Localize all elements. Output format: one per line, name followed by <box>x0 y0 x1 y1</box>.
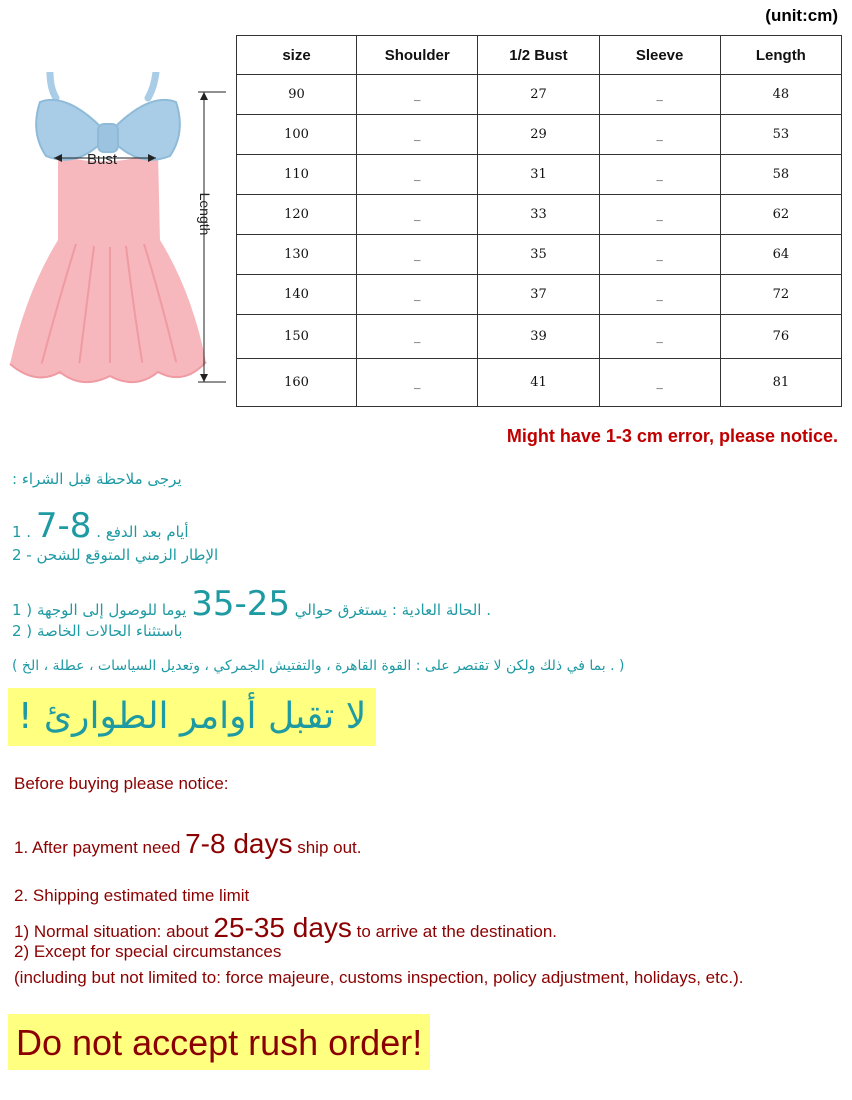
cell-half-bust: 31 <box>478 155 599 195</box>
table-row <box>237 275 842 315</box>
bust-label: Bust <box>86 151 118 168</box>
arabic-line-3-prefix: 1 ) الحالة العادية : يستغرق حوالي <box>12 601 482 619</box>
cell-sleeve: _ <box>599 315 720 359</box>
cell-size: 100 <box>237 115 357 155</box>
english-heading: Before buying please notice: <box>14 774 229 793</box>
cell-length: 48 <box>720 75 841 115</box>
header-shoulder: Shoulder <box>357 36 478 75</box>
cell-shoulder: _ <box>357 195 478 235</box>
cell-sleeve: _ <box>599 195 720 235</box>
cell-shoulder: _ <box>357 359 478 407</box>
table-header-row <box>237 36 842 75</box>
cell-size: 150 <box>237 315 357 359</box>
length-label: Length <box>197 192 213 236</box>
cell-shoulder: _ <box>357 155 478 195</box>
arabic-line-4: 2 ) باستثناء الحالات الخاصة <box>12 622 183 640</box>
cell-half-bust: 41 <box>478 359 599 407</box>
arabic-line-1-prefix: 1 . <box>12 523 32 541</box>
header-sleeve: Sleeve <box>599 36 720 75</box>
arabic-line-3 <box>12 584 491 624</box>
table-row <box>237 155 842 195</box>
cell-length: 58 <box>720 155 841 195</box>
table-row <box>237 315 842 359</box>
arabic-line-3-suffix: يوما للوصول إلى الوجهة . <box>36 601 491 619</box>
header-size: size <box>237 36 357 75</box>
arabic-line-5: ( بما في ذلك ولكن لا تقتصر على : القوة القاهرة ، والتفتيش الجمركي ، وتعديل السياسات ، عطلة ، الخ . ) <box>12 658 625 674</box>
cell-half-bust: 35 <box>478 235 599 275</box>
cell-length: 81 <box>720 359 841 407</box>
english-line-1-days: 7-8 days <box>185 828 293 859</box>
cell-length: 53 <box>720 115 841 155</box>
cell-half-bust: 39 <box>478 315 599 359</box>
header-half-bust: 1/2 Bust <box>478 36 599 75</box>
arabic-line-1-suffix: أيام بعد الدفع . <box>96 523 189 541</box>
cell-half-bust: 29 <box>478 115 599 155</box>
table-row <box>237 75 842 115</box>
error-note: Might have 1-3 cm error, please notice. <box>506 426 838 446</box>
cell-size: 120 <box>237 195 357 235</box>
english-banner: Do not accept rush order! <box>8 1014 430 1070</box>
size-table <box>236 35 842 407</box>
dress-illustration <box>6 72 230 392</box>
cell-sleeve: _ <box>599 359 720 407</box>
cell-sleeve: _ <box>599 235 720 275</box>
english-line-1-prefix: 1. After payment need <box>14 838 181 857</box>
cell-shoulder: _ <box>357 75 478 115</box>
header-length: Length <box>720 36 841 75</box>
english-line-5: (including but not limited to: force majeure, customs inspection, policy adjustment, holidays, etc.). <box>14 968 744 987</box>
english-line-3-prefix: 1) Normal situation: about <box>14 922 209 941</box>
cell-shoulder: _ <box>357 275 478 315</box>
english-line-3-days: 25-35 days <box>213 912 352 943</box>
cell-shoulder: _ <box>357 115 478 155</box>
cell-length: 76 <box>720 315 841 359</box>
english-line-4: 2) Except for special circumstances <box>14 942 282 961</box>
arabic-banner: لا تقبل أوامر الطوارئ ! <box>8 688 376 746</box>
arabic-line-1-days: 7-8 <box>35 506 92 546</box>
cell-half-bust: 37 <box>478 275 599 315</box>
table-row <box>237 195 842 235</box>
table-row <box>237 235 842 275</box>
cell-half-bust: 33 <box>478 195 599 235</box>
cell-size: 160 <box>237 359 357 407</box>
arabic-heading: يرجى ملاحظة قبل الشراء : <box>12 470 182 488</box>
cell-half-bust: 27 <box>478 75 599 115</box>
cell-sleeve: _ <box>599 155 720 195</box>
arabic-line-2: 2 - الإطار الزمني المتوقع للشحن <box>12 546 219 564</box>
cell-size: 140 <box>237 275 357 315</box>
cell-sleeve: _ <box>599 75 720 115</box>
english-line-1 <box>14 828 361 860</box>
arabic-line-1 <box>12 506 189 546</box>
cell-size: 90 <box>237 75 357 115</box>
table-row <box>237 115 842 155</box>
cell-length: 72 <box>720 275 841 315</box>
cell-shoulder: _ <box>357 235 478 275</box>
cell-sleeve: _ <box>599 275 720 315</box>
cell-shoulder: _ <box>357 315 478 359</box>
cell-length: 62 <box>720 195 841 235</box>
cell-size: 130 <box>237 235 357 275</box>
arabic-line-3-days: 25-35 <box>191 584 290 624</box>
english-line-2: 2. Shipping estimated time limit <box>14 886 250 905</box>
cell-sleeve: _ <box>599 115 720 155</box>
english-line-3 <box>14 912 557 944</box>
english-line-3-suffix: to arrive at the destination. <box>356 922 558 941</box>
cell-length: 64 <box>720 235 841 275</box>
english-line-1-suffix: ship out. <box>297 838 362 857</box>
cell-size: 110 <box>237 155 357 195</box>
table-row <box>237 359 842 407</box>
unit-label: (unit:cm) <box>765 6 838 25</box>
